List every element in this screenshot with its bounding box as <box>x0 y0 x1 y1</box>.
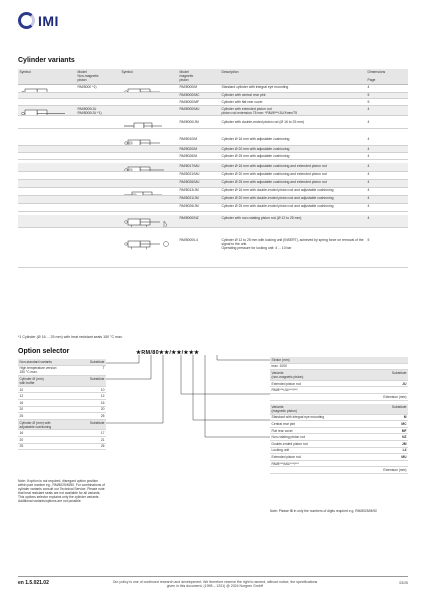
col-dimensions-label: Dimensions <box>367 70 386 74</box>
symbol-cell <box>18 179 76 187</box>
option-right-label: RM/8***/MU/***/*** <box>270 460 366 467</box>
symbol-cell <box>18 171 76 179</box>
variant-row <box>18 119 408 129</box>
variant-row <box>18 237 408 267</box>
symbol-cell <box>18 187 76 195</box>
option-left-table <box>18 359 106 450</box>
option-right-value: MC <box>366 421 408 428</box>
model-mag-cell: RM/8010/M <box>178 136 220 146</box>
option-right-row <box>270 421 408 428</box>
col-model-mag: Model magnetic piston <box>178 69 220 84</box>
description-cell: Cylinder Ø 16 mm with adjustable cushioning <box>220 136 366 146</box>
model-mag-cell: RM/8026/MU <box>178 179 220 187</box>
option-right-label: Variants (magnetic piston) <box>270 404 366 414</box>
option-left-value: 26 <box>80 443 106 450</box>
symbol-cell-magnetic <box>120 105 178 116</box>
model-nonmag-cell <box>76 163 120 171</box>
variants-header-row <box>18 69 408 84</box>
page-cell: 4 <box>366 152 408 159</box>
option-right-label: RM/8***/JU/***/*** <box>270 387 366 394</box>
connector-line <box>217 355 270 360</box>
option-left-label: Non-standard variants <box>18 359 80 365</box>
option-right-row <box>270 427 408 434</box>
option-right-row <box>270 434 408 441</box>
symbol-cell-magnetic <box>120 84 178 92</box>
symbol-cell-magnetic <box>120 237 178 267</box>
page-cell: 4 <box>366 171 408 179</box>
model-mag-cell: RM/8000/MF <box>178 99 220 106</box>
model-mag-cell: RM/8017/MU <box>178 163 220 171</box>
description-cell: Cylinder with non-rotating piston rod (Ø 12 to 25 mm) <box>220 215 366 227</box>
symbol-cell <box>18 146 76 153</box>
option-right-label: Variants (non-magnetic piston) <box>270 370 366 381</box>
variant-row <box>18 163 408 171</box>
model-mag-cell: RM/8013/JM <box>178 187 220 195</box>
model-nonmag-cell <box>76 215 120 227</box>
option-right-value <box>366 363 408 370</box>
option-left-value: 10 <box>80 386 106 393</box>
model-mag-cell: RM/8021/JM <box>178 195 220 203</box>
col-symbol-2: Symbol <box>120 69 178 84</box>
model-nonmag-cell <box>76 171 120 179</box>
option-left-label: 25 <box>18 443 80 450</box>
option-code: ★RM/80★★/★★/★★★ <box>136 350 200 356</box>
variant-row <box>18 146 408 153</box>
option-left-value: T <box>80 365 106 376</box>
symbol-cell <box>18 99 76 106</box>
model-mag-cell: RM/8026/JM <box>178 203 220 211</box>
variant-row <box>18 215 408 227</box>
symbol-cell <box>18 92 76 99</box>
option-left-label: 20 <box>18 406 80 413</box>
connector-line <box>106 355 163 423</box>
page-cell: 4 <box>366 105 408 116</box>
description-cell: Cylinder Ø 12 to 25 mm with locking unit (INSERT), achieved by spring force on removal of the signal to the unit. Operating pressure for locking unit: 4 ... 10 bar <box>220 237 366 267</box>
option-left-value: 20 <box>80 406 106 413</box>
symbol-cell <box>18 203 76 211</box>
description-cell: Cylinder with central rear pint <box>220 92 366 99</box>
option-selector-title: Option selector <box>18 348 70 355</box>
model-mag-cell: RM/8000/JM <box>178 119 220 129</box>
model-nonmag-cell <box>76 179 120 187</box>
page-cell: 5 <box>366 99 408 106</box>
option-right-row <box>270 404 408 414</box>
model-nonmag-cell <box>76 136 120 146</box>
option-left-label: Cylinder Ø (mm) with buffer <box>18 376 80 387</box>
model-nonmag-cell <box>76 203 120 211</box>
option-right-label: Locking unit <box>270 447 366 454</box>
page-cell: 4 <box>366 136 408 146</box>
symbol-cell <box>18 195 76 203</box>
option-left-value: 16 <box>80 399 106 406</box>
variant-row <box>18 84 408 92</box>
description-cell: Cylinder with double-ended piston rod (Ø 16 to 25 mm) <box>220 119 366 129</box>
model-mag-cell: RM/8026/M <box>178 152 220 159</box>
variant-row <box>18 99 408 106</box>
description-cell: Cylinder Ø 25 mm with adjustable cushioning and extended piston rod <box>220 179 366 187</box>
model-mag-cell: RM/8000/L4 <box>178 237 220 267</box>
option-left-row <box>18 399 106 406</box>
option-right-label: Central rear pint <box>270 421 366 428</box>
connector-line <box>106 355 151 379</box>
symbol-cell-magnetic <box>120 195 178 203</box>
option-right-label: Double-ended piston rod <box>270 441 366 448</box>
option-left-label: High temperature version 150 °C max. <box>18 365 80 376</box>
symbol-cell-magnetic <box>120 187 178 195</box>
option-left-label: 12 <box>18 393 80 400</box>
option-right-value: MU <box>366 454 408 461</box>
option-right-value: Extension (mm) <box>366 393 408 400</box>
model-mag-cell: RM/8000/MU <box>178 105 220 116</box>
symbol-cell-magnetic <box>120 92 178 99</box>
footer-disclaimer: Our policy is one of continued research and development. We therefore reserve the right to amend, without notice, the specifications given in this document. (1998 – 1201) @ 2024 Norgren GmbH <box>112 580 318 589</box>
option-right-label: Flat rear cover <box>270 427 366 434</box>
variants-footnote: *1 Cylinder (Ø 16 ... 25 mm) with heat resistant seals 150 °C max. <box>18 335 123 339</box>
option-right-value: M <box>366 414 408 421</box>
option-right-value <box>366 387 408 394</box>
option-right-value: NZ <box>366 434 408 441</box>
page-cell: 4 <box>366 84 408 92</box>
symbol-cell <box>18 84 76 92</box>
page-cell: 4 <box>366 215 408 227</box>
variant-row <box>18 187 408 195</box>
model-nonmag-cell <box>76 152 120 159</box>
option-right-value: JM <box>366 441 408 448</box>
option-right-row <box>270 441 408 448</box>
connector-line <box>205 355 270 437</box>
option-left-value: 12 <box>80 393 106 400</box>
cylinder-symbol-icon <box>122 239 172 253</box>
symbol-cell-magnetic <box>120 146 178 153</box>
symbol-cell-magnetic <box>120 119 178 129</box>
option-left-label: 10 <box>18 386 80 393</box>
description-cell: Cylinder Ø 16 mm with double-ended piston rod and adjustable cushioning <box>220 187 366 195</box>
option-left-value: Substitute <box>80 359 106 365</box>
option-left-value: 21 <box>80 436 106 443</box>
symbol-cell-magnetic <box>120 171 178 179</box>
symbol-cell <box>18 163 76 171</box>
symbol-cell-magnetic <box>120 99 178 106</box>
symbol-cell-magnetic <box>120 136 178 146</box>
option-right-value: Substitute <box>366 370 408 381</box>
cylinder-symbol-icon <box>20 108 70 116</box>
description-cell: Cylinder Ø 20 mm with adjustable cushioning <box>220 146 366 153</box>
option-right-label <box>270 467 366 474</box>
option-left-row <box>18 365 106 376</box>
option-right-row <box>270 447 408 454</box>
option-left-label: 16 <box>18 430 80 437</box>
description-cell: Cylinder Ø 25 mm with double-ended piston rod and adjustable cushioning <box>220 203 366 211</box>
variant-row <box>18 179 408 187</box>
col-page-label: Page <box>367 78 376 83</box>
page-cell: 4 <box>366 163 408 171</box>
symbol-cell <box>18 237 76 267</box>
connector-line <box>193 355 270 420</box>
option-right-value <box>366 460 408 467</box>
variant-row <box>18 171 408 179</box>
description-cell: Standard cylinder with integral eye mounting <box>220 84 366 92</box>
symbol-cell-magnetic <box>120 215 178 227</box>
option-right-row <box>270 370 408 381</box>
option-right-row <box>270 363 408 370</box>
col-symbol: Symbol <box>18 69 76 84</box>
option-right-row <box>270 460 408 467</box>
option-left-label: 25 <box>18 413 80 420</box>
symbol-cell <box>18 119 76 129</box>
description-cell: Cylinder with extended piston rod piston rod extension 75 mm: *RM/8***/JU/Xmm/75 <box>220 105 366 116</box>
symbol-cell <box>18 152 76 159</box>
symbol-cell-magnetic <box>120 203 178 211</box>
page-cell: 4 <box>366 146 408 153</box>
cylinder-symbol-icon <box>122 121 172 129</box>
option-right-value: L4 <box>366 447 408 454</box>
option-right-row <box>270 387 408 394</box>
description-cell: Cylinder Ø 20 mm with adjustable cushioning and extended piston rod <box>220 171 366 179</box>
option-right-value: Substitute <box>366 404 408 414</box>
description-cell: Cylinder Ø 20 mm with double-ended piston rod and adjustable cushioning <box>220 195 366 203</box>
option-right-row <box>270 380 408 387</box>
model-nonmag-cell <box>76 99 120 106</box>
option-left-row <box>18 443 106 450</box>
symbol-cell <box>18 105 76 116</box>
col-description: Description <box>220 69 366 84</box>
option-left-label: 16 <box>18 399 80 406</box>
model-mag-cell: RM/8000/MC <box>178 92 220 99</box>
option-right-value: Extension (mm) <box>366 467 408 474</box>
footer-page-number: 03/25 <box>399 581 408 585</box>
option-left-value: 17 <box>80 430 106 437</box>
model-nonmag-cell <box>76 146 120 153</box>
model-nonmag-cell <box>76 119 120 129</box>
option-left-label: 20 <box>18 436 80 443</box>
option-right-label: Standard with integral eye mounting <box>270 414 366 421</box>
description-cell: Cylinder with flat rear cover <box>220 99 366 106</box>
option-right-label <box>270 393 366 400</box>
option-left-row <box>18 406 106 413</box>
variant-row <box>18 136 408 146</box>
model-mag-cell: RM/8020/M <box>178 146 220 153</box>
model-nonmag-cell <box>76 195 120 203</box>
cylinder-symbol-icon <box>122 138 172 146</box>
logo-text: IMI <box>38 12 59 29</box>
symbol-cell-magnetic <box>120 163 178 171</box>
variants-title: Cylinder variants <box>18 57 75 64</box>
option-left-value: 25 <box>80 413 106 420</box>
symbol-cell-magnetic <box>120 152 178 159</box>
option-left-value: Substitute <box>80 419 106 430</box>
option-left-row <box>18 386 106 393</box>
model-nonmag-cell <box>76 237 120 267</box>
symbol-cell <box>18 136 76 146</box>
page-cell: 4 <box>366 203 408 211</box>
symbol-cell-magnetic <box>120 179 178 187</box>
option-left-label: Cylinder Ø (mm) with adjustable cushioning <box>18 419 80 430</box>
spacer-row <box>18 129 408 136</box>
model-nonmag-cell <box>76 187 120 195</box>
imi-logo <box>18 12 59 29</box>
option-left-value: Substitute <box>80 376 106 387</box>
variant-row <box>18 195 408 203</box>
col-dimensions <box>366 69 408 84</box>
option-right-row <box>270 393 408 400</box>
option-left-row <box>18 376 106 387</box>
model-mag-cell: RM/8021/MU <box>178 171 220 179</box>
option-right-label: Extended piston rod <box>270 454 366 461</box>
option-right-row <box>270 414 408 421</box>
option-right-label: Non-rotating piston rod <box>270 434 366 441</box>
page-cell: 4 <box>366 195 408 203</box>
variant-row <box>18 152 408 159</box>
description-cell: Cylinder Ø 16 mm with adjustable cushioning and extended piston rod <box>220 163 366 171</box>
variant-row <box>18 92 408 99</box>
page-cell: 4 <box>366 179 408 187</box>
option-right-label: Extended piston rod <box>270 380 366 387</box>
connector-line <box>181 355 270 394</box>
model-mag-cell: RM/8000/NZ <box>178 215 220 227</box>
option-left-row <box>18 430 106 437</box>
option-left-row <box>18 393 106 400</box>
option-right-note: Note: Please fill in only the numbers of digits required e.g. RM/8025/M/50 <box>270 509 377 513</box>
cylinder-symbol-icon <box>122 217 172 227</box>
option-right-table <box>270 357 408 474</box>
model-nonmag-cell <box>76 92 120 99</box>
page-cell: 5 <box>366 92 408 99</box>
option-right-value: MF <box>366 427 408 434</box>
logo-ring-icon <box>18 12 35 29</box>
option-right-label: max. 1000 <box>270 363 366 370</box>
model-mag-cell: RM/8000/M <box>178 84 220 92</box>
option-right-row <box>270 467 408 474</box>
option-right-row <box>270 454 408 461</box>
footer-rule <box>18 576 408 577</box>
variant-row <box>18 105 408 116</box>
col-model-nonmag: Model Non-magnetic piston <box>76 69 120 84</box>
option-right-value: JU <box>366 380 408 387</box>
symbol-cell <box>18 215 76 227</box>
page-cell: 4 <box>366 187 408 195</box>
option-left-row <box>18 436 106 443</box>
option-left-note: Note: If option is not required, disregard option position within part number eg., RM/8025/M/50. For combinations of cylinder variants consult our Technical Service. Please note that heat resistant seals are not available for all variants. This options selector explains only the cylinder variants. Additional variants/options are not possible. <box>18 479 105 504</box>
option-right-label: Stroke (mm) <box>270 357 366 363</box>
variants-table <box>18 69 408 268</box>
option-left-row <box>18 419 106 430</box>
model-nonmag-cell: RM/8000/JU RM/8000/JU *1) <box>76 105 120 116</box>
page-cell: 4 <box>366 119 408 129</box>
model-nonmag-cell: RM/8000 *1) <box>76 84 120 92</box>
option-left-row <box>18 413 106 420</box>
page-cell: 5 <box>366 237 408 267</box>
variant-row <box>18 203 408 211</box>
description-cell: Cylinder Ø 25 mm with adjustable cushioning <box>220 152 366 159</box>
footer-page-code: en 1.5.021.02 <box>18 580 49 586</box>
connector-line <box>106 355 139 363</box>
spacer-row <box>18 227 408 237</box>
